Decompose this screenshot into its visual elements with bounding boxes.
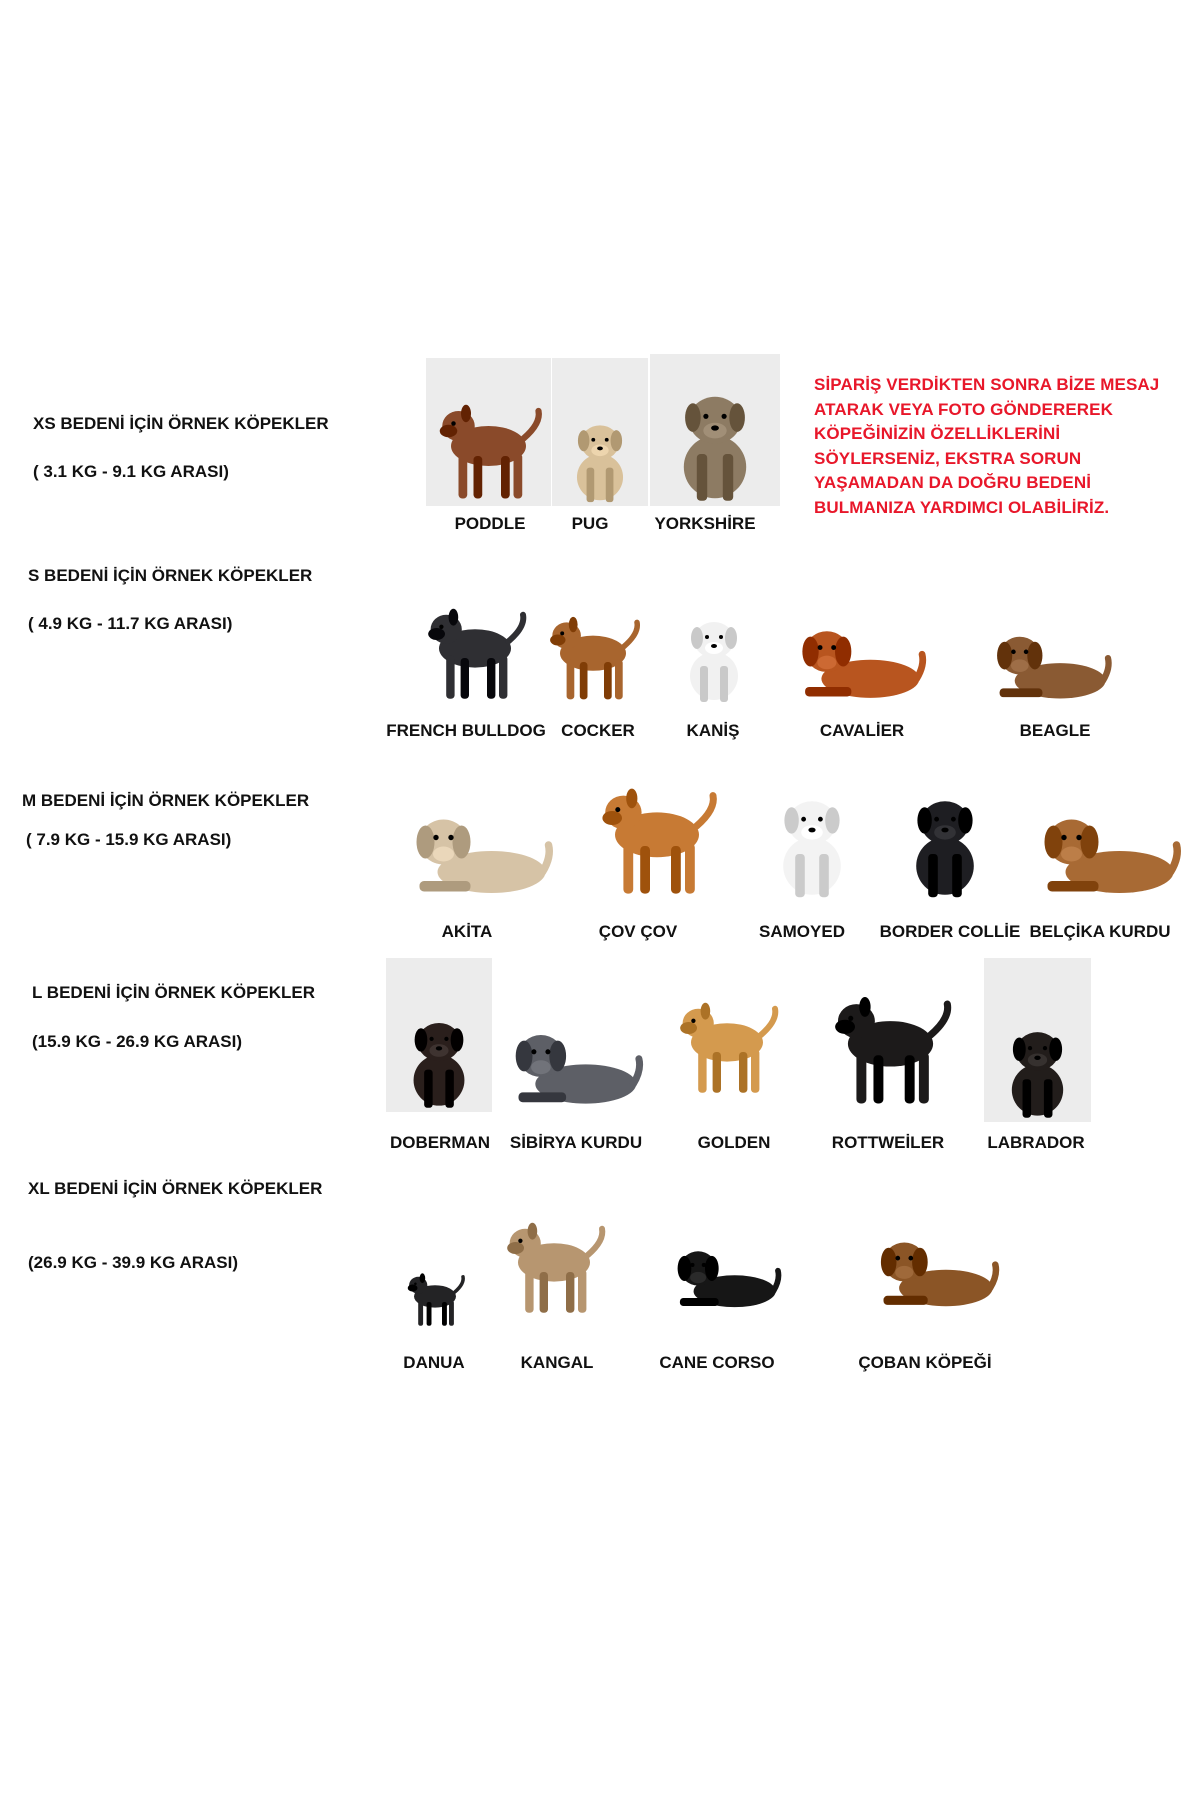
siberian-husky-photo bbox=[497, 972, 652, 1112]
chow-chow-photo bbox=[582, 762, 732, 902]
dog-label: ÇOV ÇOV bbox=[598, 922, 678, 941]
xl-section-title: XL BEDENİ İÇİN ÖRNEK KÖPEKLER bbox=[28, 1179, 323, 1198]
kangal-photo bbox=[494, 1190, 614, 1320]
dog-label: SİBİRYA KURDU bbox=[509, 1133, 643, 1152]
l-section-title: L BEDENİ İÇİN ÖRNEK KÖPEKLER bbox=[32, 983, 316, 1002]
kanis-photo bbox=[664, 540, 764, 706]
dog-label: COCKER bbox=[561, 721, 635, 740]
order-info-note: SİPARİŞ VERDİKTEN SONRA BİZE MESAJ ATARAK VEYA FOTO GÖNDEREREK KÖPEĞİNİZİN ÖZELLİKLERİNİ SÖYLERSENİZ, EKSTRA SORUN YAŞAMADAN DA DOĞRU BEDENİ BULMANIZA YARDIMCI OLABİLİRİZ. bbox=[814, 375, 1160, 517]
dog-label: PODDLE bbox=[454, 514, 526, 533]
dog-label: PUG bbox=[571, 514, 609, 533]
cavalier-photo bbox=[772, 570, 947, 706]
dog-label: AKİTA bbox=[441, 922, 493, 941]
dog-label: KANİŞ bbox=[686, 721, 740, 740]
s-weight-range: ( 4.9 KG - 11.7 KG ARASI) bbox=[28, 614, 233, 633]
dog-label: BEAGLE bbox=[1019, 721, 1091, 740]
dog-label: BELÇİKA KURDU bbox=[1029, 922, 1171, 941]
french-bulldog-photo bbox=[415, 536, 535, 706]
poodle-photo bbox=[426, 358, 551, 506]
dog-label: BORDER COLLİE bbox=[879, 922, 1021, 941]
dog-label: SAMOYED bbox=[759, 922, 845, 941]
dog-label: ROTTWEİLER bbox=[831, 1133, 945, 1152]
cocker-photo bbox=[538, 536, 648, 706]
akita-photo bbox=[392, 752, 567, 902]
dog-label: ÇOBAN KÖPEĞİ bbox=[858, 1353, 992, 1372]
beagle-photo bbox=[955, 580, 1145, 706]
dog-label: LABRADOR bbox=[987, 1133, 1085, 1152]
dog-label: CANE CORSO bbox=[659, 1353, 775, 1372]
pug-photo bbox=[552, 358, 648, 506]
border-collie-photo bbox=[885, 752, 1005, 902]
m-weight-range: ( 7.9 KG - 15.9 KG ARASI) bbox=[26, 830, 232, 849]
labrador-photo bbox=[984, 958, 1091, 1122]
m-section-title: M BEDENİ İÇİN ÖRNEK KÖPEKLER bbox=[22, 791, 310, 810]
golden-retriever-photo bbox=[662, 980, 792, 1100]
dog-label: DOBERMAN bbox=[389, 1133, 491, 1152]
yorkshire-photo bbox=[650, 354, 780, 506]
l-weight-range: (15.9 KG - 26.9 KG ARASI) bbox=[32, 1032, 243, 1051]
samoyed-photo bbox=[752, 750, 872, 902]
xl-weight-range: (26.9 KG - 39.9 KG ARASI) bbox=[28, 1253, 239, 1272]
german-shepherd-photo bbox=[848, 1184, 1023, 1314]
dog-label: FRENCH BULLDOG bbox=[386, 721, 546, 740]
rottweiler-photo bbox=[808, 970, 973, 1112]
great-dane-photo bbox=[400, 1170, 470, 1330]
cane-corso-photo bbox=[628, 1200, 823, 1314]
xs-section-title: XS BEDENİ İÇİN ÖRNEK KÖPEKLER bbox=[33, 414, 329, 433]
dog-label: GOLDEN bbox=[697, 1133, 771, 1152]
belgian-malinois-photo bbox=[1025, 752, 1190, 902]
s-section-title: S BEDENİ İÇİN ÖRNEK KÖPEKLER bbox=[28, 566, 313, 585]
dog-label: KANGAL bbox=[520, 1353, 594, 1372]
xs-weight-range: ( 3.1 KG - 9.1 KG ARASI) bbox=[33, 462, 229, 481]
dog-label: YORKSHİRE bbox=[654, 514, 756, 533]
dog-label: DANUA bbox=[403, 1353, 465, 1372]
doberman-photo bbox=[386, 958, 492, 1112]
dog-label: CAVALİER bbox=[819, 721, 905, 740]
